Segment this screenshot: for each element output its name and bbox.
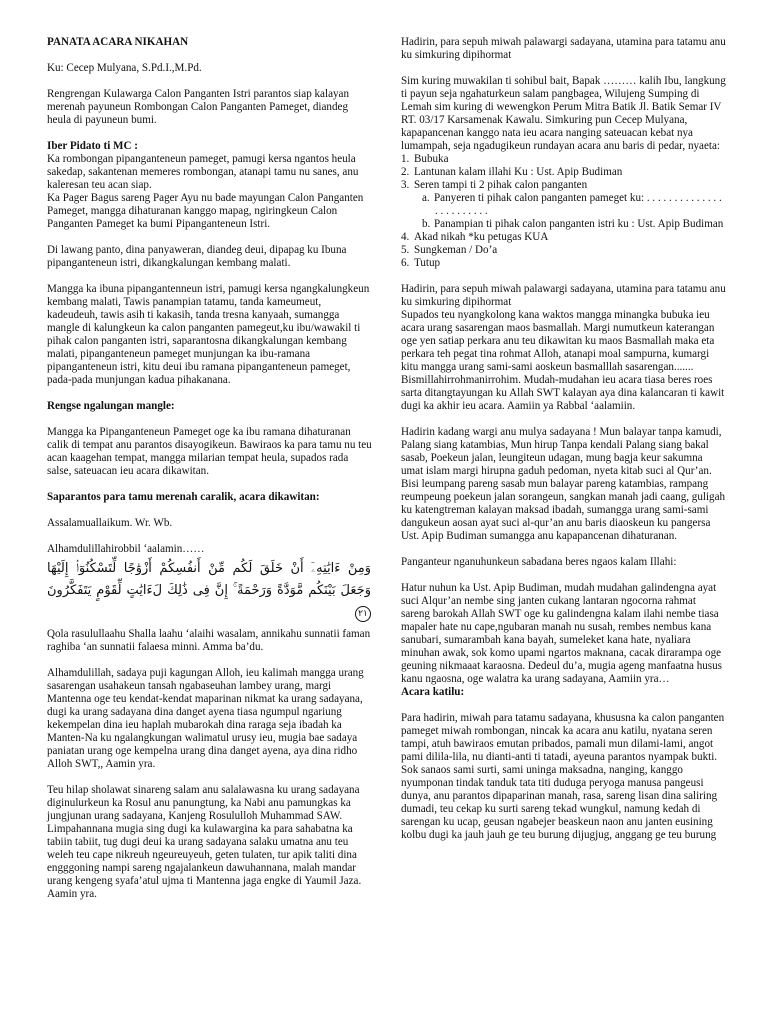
paragraph: Di lawang panto, dina panyaweran, diandeg deui, dipapag ku Ibuna pipanganteneun istri, dikangkalungan kembang malati. xyxy=(47,244,347,269)
list-text: Bubuka xyxy=(414,153,449,165)
list-number: 1. xyxy=(401,153,410,165)
list-number: 6. xyxy=(401,257,410,269)
list-text: Tutup xyxy=(414,257,441,269)
section-heading-katilu: Acara katilu: xyxy=(401,686,465,698)
paragraph: Hadirin, para sepuh miwah palawargi sadayana, utamina para tatamu anu ku simkuring dipihormat xyxy=(401,283,726,308)
paragraph: Panganteur nganuhunkeun sabadana beres ngaos kalam Illahi: xyxy=(401,556,677,568)
sub-list xyxy=(417,192,727,231)
paragraph: Bismillahirrohmanirrohim. Mudah-mudahan ieu acara tiasa beres roes sarta ditangtayungan ku Allah SWT kalayan aya dina kalancaran ti kawit dugi ka akhir ieu acara. Aamiin ya Rabbal ‘aalamiin. xyxy=(401,374,725,412)
sub-list-item xyxy=(422,192,727,218)
paragraph: Sim kuring muwakilan ti sohibul bait, Bapak ……… kalih Ibu, langkung ti payun seja ngahaturkeun salam pangbagea, Wilujeng Sumping di Lemah sim kuring di wewengkon Perum Mitra Batik Jl. Batik Semar IV RT. 03/17 Karsamenak Kawalu. Simkuring pun Cecep Mulyana, kapapancenan kanggo nata ieu acara nanging sateuacan kebat nya lumampah, seja ngadugikeun rundayan acara anu baris di pedar, nyaeta: xyxy=(401,75,726,152)
list-item xyxy=(401,257,727,270)
list-number: a. xyxy=(422,192,430,204)
paragraph: Ka Pager Bagus sareng Pager Ayu nu bade mayungan Calon Panganten Pameget, mangga dihaturanan kanggo mapag, ngiringkeun Calon Panganten Pameget ka bumi Pipanganteneun Istri. xyxy=(47,192,364,230)
greeting: Assalamuallaikum. Wr. Wb. xyxy=(47,517,173,529)
section-heading-iber: Iber Pidato ti MC : xyxy=(47,140,138,152)
paragraph: Supados teu nyangkolong kana waktos mangga minangka bubuka ieu acara urang sasarengan maos basmallah. Margi numutkeun katerangan oge yen satiap perkara anu teu dikawitan ku maos Basmallah maka eta perkara teh pegat tina rohmat Alloh, atanapi moal sampurna, kumargi kitu mangga urang sami-sami aoskeun basmalllah sasarengan....... xyxy=(401,309,715,373)
sub-list-item xyxy=(422,218,727,231)
paragraph: Mangga ka ibuna pipangantenneun istri, pamugi kersa ngangkalungkeun kembang malati, Tawis panampian tatamu, tanda kameumeut, kadeudeuh, tawis asih ti kakasih, tanda tresna kanyaah, sumangga mangle di kalungkeun ka calon panganten pamegeut,ku ibu/wawakil ti pihak calon panganten istri, saparantosna dikangkalungan kembang malati, pipanganteneun pameget munjungan ka ibu-ramana pipanganteneun istri, kitu deui ibu ramana pipanganteneun pameget, pada-pada munjungan kadua pihakanana. xyxy=(47,283,370,386)
arabic-verse-text: وَمِنْ ءَايَٰتِهِۦٓ أَنْ خَلَقَ لَكُم مِّنْ أَنفُسِكُمْ أَزْوَٰجًا لِّتَسْكُنُوٓا۟ إِلَيْهَا وَجَعَلَ بَيْنَكُم مَّوَدَّةً وَرَحْمَةً ۚ إِنَّ فِى ذَٰلِكَ لَءَايَٰتٍ لِّقَوْمٍ يَتَفَكَّرُونَ xyxy=(47,561,371,598)
list-item xyxy=(401,244,727,257)
list-number: b. xyxy=(422,218,431,230)
list-item xyxy=(401,166,727,179)
list-item xyxy=(401,231,727,244)
author-line: Ku: Cecep Mulyana, S.Pd.I.,M.Pd. xyxy=(47,62,202,74)
list-text: Seren tampi ti 2 pihak calon panganten xyxy=(414,179,588,191)
list-number: 3. xyxy=(401,179,410,191)
list-item xyxy=(401,153,727,166)
paragraph: Ka rombongan pipanganteneun pameget, pamugi kersa ngantos heula sakedap, sakantenan memeres rombongan, atanapi tamu nu sanes, anu kaleresan teu acan siap. xyxy=(47,153,359,191)
document-title: PANATA ACARA NIKAHAN xyxy=(47,36,189,48)
paragraph: Hadirin kadang wargi anu mulya sadayana ! Mun balayar tanpa kamudi, Palang siang katambias, Mun hirup Tanpa kendali Palang siang bakal sasab, Poekeun jalan, leungiteun udagan, mung bagja keur sakumna umat islam margi hirupna gaduh pedoman, nyeta kitab suci al Qur’an. Bisi leumpang pareng sasab mun balayar pareng katambias, rampang reumpeung poekeun jalan sorangeun, sangkan manah jadi caang, guligah ku katengtreman kalayan maksad ibadah, sumangga urang sami-sami dangukeun aosan ayat suci al-qur’an anu baris diaoskeun ku pangersa Ust. Apip Budiman sumangga anu kapapancenan dihaturanan. xyxy=(401,426,726,542)
left-column xyxy=(47,36,373,914)
paragraph: Teu hilap sholawat sinareng salam anu salalawasna ku urang sadayana diginulurkeun ka Rosul anu panungtung, ka Nabi anu pamungkas ka jungjunan urang sadayana, Kanjeng Rosululloh Muhammad SAW. Limpahannana mugia sing dugi ka kulawargina ka para sahabatna ka tabiin tabiit, tug dugi deui ka urang sadayana salaku umatna anu teu weleh teu cape nikreuh ngeureuyeuh, geten tulaten, tur apik taliti dina engggoning nampi sareng ngajalankeun dawuhannana, malah mandar urang kengeng syafa’atul ujma ti Mantenna jaga engke di Yaumil Jaza. Aamin yra. xyxy=(47,784,362,900)
list-number: 5. xyxy=(401,244,410,256)
section-heading-rengse: Rengse ngalungan mangle: xyxy=(47,400,175,412)
hamdalah: Alhamdulillahirobbil ‘aalamin…… xyxy=(47,543,205,555)
list-text: Akad nikah *ku petugas KUA xyxy=(414,231,549,243)
list-item xyxy=(401,179,727,231)
paragraph: Qola rasulullaahu Shalla laahu ‘alaihi wasalam, annikahu sunnatii faman raghiba ‘an sunnatii falaesa minni. Amma ba’du. xyxy=(47,628,371,653)
list-text: Panyeren ti pihak calon panganten pameget ku: . . . . . . . . . . . . . . . . . . . . . . . . xyxy=(434,192,722,217)
paragraph: Alhamdulillah, sadaya puji kagungan Alloh, ieu kalimah mangga urang sasarengan usahakeun tansah ngabaseuhan lambey urang, margi Mantenna oge teu kendat-kendat maparinan nikmat ka urang sadayana, dugi ka urang sadayana dina danget ayena tiasa ngumpul ngariung kekempelan dina ieu haplah mubarokah dina raraga seja ibadah ka Manten-Na ku ngalangkungan walimatul urusy ieu, mugia bae sadaya paniatan urang oge kempelna urang dina danget ayena, aya dina ridho Alloh SWT,, Aamin yra. xyxy=(47,667,364,770)
list-text: Lantunan kalam illahi Ku : Ust. Apip Budiman xyxy=(414,166,623,178)
paragraph: Hatur nuhun ka Ust. Apip Budiman, mudah mudahan galindengna ayat suci Alqur’an nembe sing janten cukang lantaran ngocorna rahmat sareng barokah Allah SWT oge ku galindengna kalam ilahi nembe tiasa mapaler hate nu cape,ngubaran manah nu susah, rembes nembus kana sanubari, sumarambah kana bayah, sumeleket kana hate, nyaliara minuhan awak, sok komo upami ngartos maknana, cacak dirarampa oge geuning nikmaaat karaosna. Dedeul du’a, mugia ageng manfaatna husus kanu ngaosna, oge walatra ka urang sadayana, Aamiin yra… xyxy=(401,582,722,685)
list-text: Panampian ti pihak calon panganten istri ku : Ust. Apip Budiman xyxy=(434,218,724,230)
section-heading-saparantos: Saparantos para tamu merenah caralik, acara dikawitan: xyxy=(47,491,320,503)
right-column xyxy=(401,36,727,855)
ayah-number-mark: ٢١ xyxy=(355,606,371,622)
arabic-verse xyxy=(47,558,373,624)
paragraph: Hadirin, para sepuh miwah palawargi sadayana, utamina para tatamu anu ku simkuring dipihormat xyxy=(401,36,726,61)
list-number: 4. xyxy=(401,231,410,243)
agenda-list xyxy=(401,153,727,270)
list-number: 2. xyxy=(401,166,410,178)
paragraph: Mangga ka Pipanganteneun Pameget oge ka ibu ramana dihaturanan calik di tempat anu parantos disayogikeun. Bawiraos ka para tamu nu teu acan kaagehan tempat, mangga milarian tempat heula, supados rada salse, sateuacan ieu acara dikawitan. xyxy=(47,426,372,477)
paragraph: Rengrengan Kulawarga Calon Panganten Istri parantos siap kalayan merenah payuneun Rombongan Calon Panganten Pameget, diandeg heula di payuneun bumi. xyxy=(47,88,350,126)
list-text: Sungkeman / Do’a xyxy=(414,244,498,256)
paragraph: Para hadirin, miwah para tatamu sadayana, khususna ka calon panganten pameget miwah rombongan, nincak ka acara anu katilu, nyatana seren tampi, atuh bawiraos emutan pribados, pamali mun dilami-lami, angot pami dilila-lila, nu dianti-anti ti tatadi, ayeuna parantos nyampak bukti. Sok sanaos sami surti, sami uninga maksadna, nanging, kanggo nyumponan tindak tanduk tata titi duduga peryoga manusa pangeusi dunya, anu parantos dipaparinan manah, rasa, sareng lisan dina saliring dumadi, teu cekap ku surti sareng tekad wungkul, namung kedah di sarengan ku ucap, geusan ngabejer beaskeun naon anu janten eusining kolbu dugi ka jauh jauh ge teu burung dijugjug, anggang ge teu burung xyxy=(401,712,725,841)
